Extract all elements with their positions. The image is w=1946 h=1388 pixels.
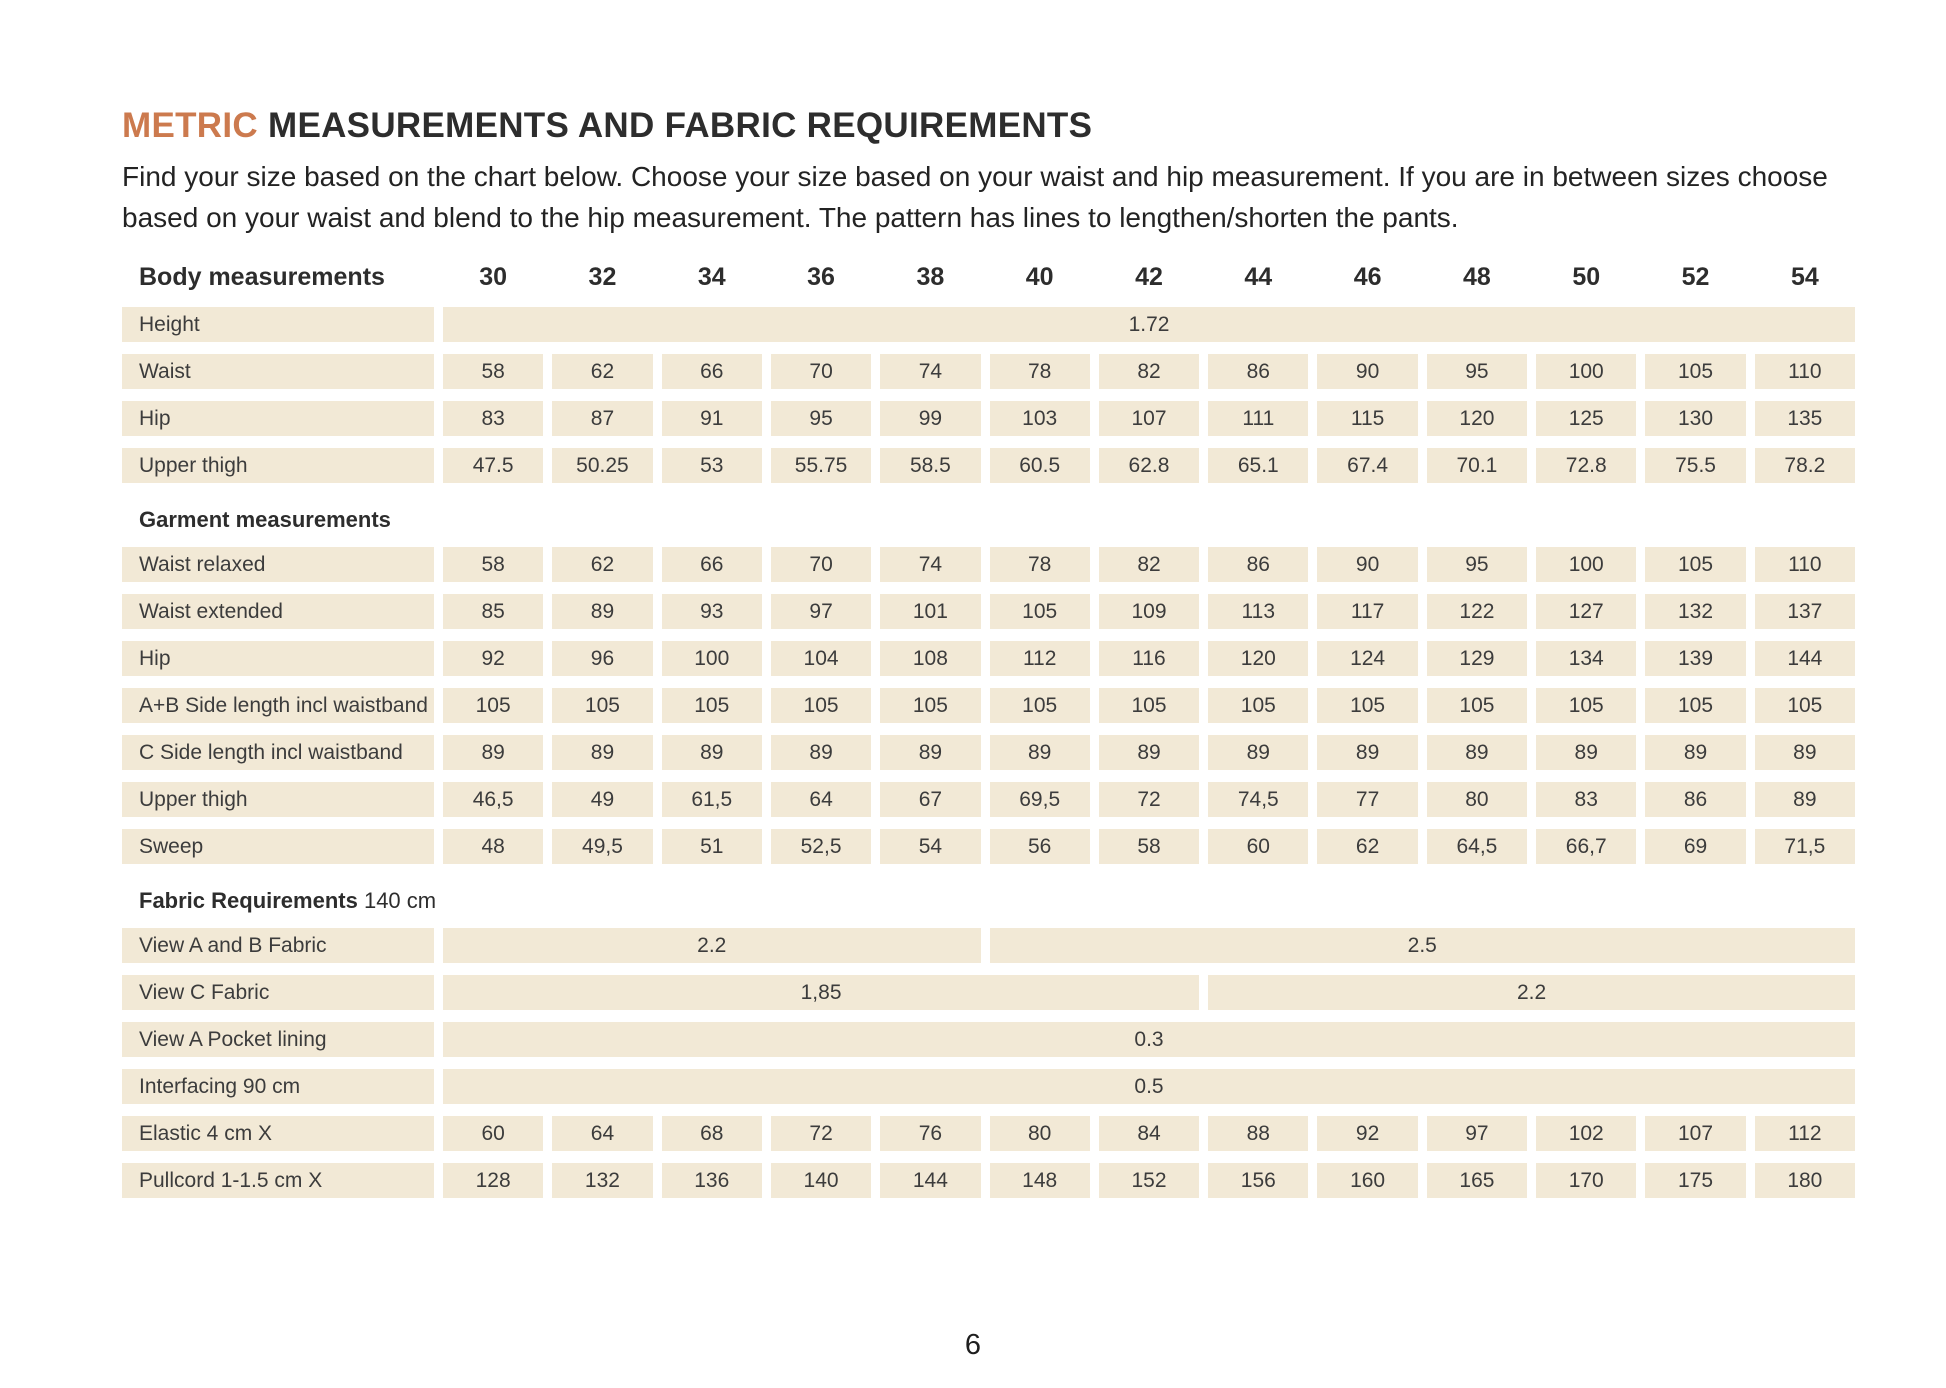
row-label: Waist <box>122 354 434 389</box>
table-cell: 66 <box>662 547 762 582</box>
size-column-header: 50 <box>1572 263 1601 291</box>
table-cell: 66 <box>662 354 762 389</box>
table-cell: 86 <box>1208 354 1308 389</box>
table-cell: 48 <box>443 829 543 864</box>
table-cell: 89 <box>1755 782 1855 817</box>
table-cell: 53 <box>662 448 762 483</box>
table-cell: 107 <box>1645 1116 1745 1151</box>
row-label: Upper thigh <box>122 448 434 483</box>
row-label: Hip <box>122 401 434 436</box>
table-cell: 130 <box>1645 401 1745 436</box>
section-heading <box>122 495 1855 535</box>
table-cell: 91 <box>662 401 762 436</box>
table-cell: 86 <box>1645 782 1745 817</box>
row-label: Waist relaxed <box>122 547 434 582</box>
page-number: 6 <box>964 1329 982 1361</box>
table-merged-cell: 1,85 <box>443 975 1199 1010</box>
table-cell: 50.25 <box>552 448 652 483</box>
table-cell: 58.5 <box>880 448 980 483</box>
table-cell: 175 <box>1645 1163 1745 1198</box>
table-cell: 165 <box>1427 1163 1527 1198</box>
table-cell: 89 <box>552 594 652 629</box>
table-cell: 109 <box>1099 594 1199 629</box>
table-cell: 105 <box>552 688 652 723</box>
table-cell: 96 <box>552 641 652 676</box>
table-cell: 110 <box>1755 354 1855 389</box>
intro-text: Find your size based on the chart below. Choose your size based on your waist and hip measurement. If you are in between sizes choose based on your waist and blend to the hip measurement. The pattern has lines to lengthen/shorten the pants. <box>122 161 1828 233</box>
table-cell: 89 <box>1536 735 1636 770</box>
table-cell: 54 <box>880 829 980 864</box>
table-cell: 88 <box>1208 1116 1308 1151</box>
table-cell: 101 <box>880 594 980 629</box>
table-cell: 105 <box>1645 688 1745 723</box>
table-cell: 74 <box>880 547 980 582</box>
table-cell: 95 <box>1427 354 1527 389</box>
table-cell: 95 <box>1427 547 1527 582</box>
measurement-table <box>122 260 1855 1198</box>
table-cell: 105 <box>880 688 980 723</box>
table-cell: 129 <box>1427 641 1527 676</box>
table-cell: 60 <box>443 1116 543 1151</box>
table-cell: 108 <box>880 641 980 676</box>
size-column-header: 40 <box>1025 263 1054 291</box>
table-cell: 64,5 <box>1427 829 1527 864</box>
table-cell: 85 <box>443 594 543 629</box>
table-cell: 76 <box>880 1116 980 1151</box>
table-cell: 89 <box>771 735 871 770</box>
table-cell: 100 <box>1536 547 1636 582</box>
table-cell: 86 <box>1208 547 1308 582</box>
size-column-header: 44 <box>1244 263 1273 291</box>
table-cell: 117 <box>1317 594 1417 629</box>
table-cell: 82 <box>1099 354 1199 389</box>
table-cell: 122 <box>1427 594 1527 629</box>
table-merged-cell: 1.72 <box>443 307 1855 342</box>
table-cell: 74,5 <box>1208 782 1308 817</box>
table-cell: 78 <box>990 547 1090 582</box>
table-cell: 110 <box>1755 547 1855 582</box>
page-title-accent: METRIC <box>122 106 258 145</box>
table-cell: 60.5 <box>990 448 1090 483</box>
row-label: Hip <box>122 641 434 676</box>
table-cell: 77 <box>1317 782 1417 817</box>
row-label: Sweep <box>122 829 434 864</box>
section-heading-bold: Fabric Requirements <box>139 888 358 913</box>
row-label: Pullcord 1-1.5 cm X <box>122 1163 434 1198</box>
table-merged-cell: 0.3 <box>443 1022 1855 1057</box>
table-cell: 89 <box>552 735 652 770</box>
row-label: View C Fabric <box>122 975 434 1010</box>
row-label: Elastic 4 cm X <box>122 1116 434 1151</box>
row-label: Height <box>122 307 434 342</box>
table-cell: 62.8 <box>1099 448 1199 483</box>
table-cell: 100 <box>662 641 762 676</box>
table-cell: 65.1 <box>1208 448 1308 483</box>
table-cell: 66,7 <box>1536 829 1636 864</box>
row-label: Waist extended <box>122 594 434 629</box>
table-cell: 89 <box>1427 735 1527 770</box>
table-cell: 72.8 <box>1536 448 1636 483</box>
table-cell: 72 <box>771 1116 871 1151</box>
table-cell: 67 <box>880 782 980 817</box>
table-cell: 87 <box>552 401 652 436</box>
table-cell: 136 <box>662 1163 762 1198</box>
table-cell: 83 <box>443 401 543 436</box>
table-cell: 80 <box>990 1116 1090 1151</box>
table-cell: 70 <box>771 547 871 582</box>
page-title-rest: MEASUREMENTS AND FABRIC REQUIREMENTS <box>257 106 1093 145</box>
table-cell: 46,5 <box>443 782 543 817</box>
row-label: Upper thigh <box>122 782 434 817</box>
size-column-header: 32 <box>588 263 617 291</box>
table-cell: 140 <box>771 1163 871 1198</box>
size-column-header: 46 <box>1353 263 1382 291</box>
table-cell: 61,5 <box>662 782 762 817</box>
table-merged-cell: 2.2 <box>1208 975 1855 1010</box>
table-merged-cell: 0.5 <box>443 1069 1855 1104</box>
page-title <box>122 106 1946 146</box>
table-cell: 115 <box>1317 401 1417 436</box>
table-cell: 74 <box>880 354 980 389</box>
table-cell: 132 <box>552 1163 652 1198</box>
table-cell: 84 <box>1099 1116 1199 1151</box>
table-cell: 67.4 <box>1317 448 1417 483</box>
table-cell: 105 <box>1208 688 1308 723</box>
table-cell: 132 <box>1645 594 1745 629</box>
table-cell: 80 <box>1427 782 1527 817</box>
table-cell: 78.2 <box>1755 448 1855 483</box>
table-merged-cell: 2.5 <box>990 928 1855 963</box>
table-cell: 78 <box>990 354 1090 389</box>
table-cell: 68 <box>662 1116 762 1151</box>
table-cell: 144 <box>1755 641 1855 676</box>
table-cell: 111 <box>1208 401 1308 436</box>
table-cell: 89 <box>1755 735 1855 770</box>
table-cell: 116 <box>1099 641 1199 676</box>
section-heading-rest: 140 cm <box>357 888 437 913</box>
table-cell: 97 <box>1427 1116 1527 1151</box>
table-cell: 105 <box>1099 688 1199 723</box>
row-label: View A and B Fabric <box>122 928 434 963</box>
table-cell: 156 <box>1208 1163 1308 1198</box>
table-cell: 89 <box>880 735 980 770</box>
table-cell: 134 <box>1536 641 1636 676</box>
table-cell: 89 <box>662 735 762 770</box>
table-cell: 127 <box>1536 594 1636 629</box>
table-cell: 105 <box>1427 688 1527 723</box>
size-column-header: 52 <box>1681 263 1710 291</box>
table-cell: 52,5 <box>771 829 871 864</box>
table-cell: 105 <box>443 688 543 723</box>
table-cell: 105 <box>1645 547 1745 582</box>
table-cell: 135 <box>1755 401 1855 436</box>
table-cell: 105 <box>1645 354 1745 389</box>
table-cell: 62 <box>552 354 652 389</box>
table-cell: 90 <box>1317 354 1417 389</box>
table-cell: 92 <box>1317 1116 1417 1151</box>
table-cell: 55.75 <box>771 448 871 483</box>
table-cell: 104 <box>771 641 871 676</box>
table-cell: 120 <box>1427 401 1527 436</box>
table-cell: 60 <box>1208 829 1308 864</box>
table-cell: 99 <box>880 401 980 436</box>
table-cell: 56 <box>990 829 1090 864</box>
table-cell: 103 <box>990 401 1090 436</box>
row-label: C Side length incl waistband <box>122 735 434 770</box>
table-cell: 128 <box>443 1163 543 1198</box>
table-cell: 137 <box>1755 594 1855 629</box>
size-column-header: 42 <box>1135 263 1163 291</box>
table-cell: 95 <box>771 401 871 436</box>
table-cell: 152 <box>1099 1163 1199 1198</box>
table-cell: 102 <box>1536 1116 1636 1151</box>
table-cell: 89 <box>443 735 543 770</box>
table-cell: 58 <box>443 354 543 389</box>
table-cell: 83 <box>1536 782 1636 817</box>
table-cell: 89 <box>1208 735 1308 770</box>
table-cell: 89 <box>990 735 1090 770</box>
table-cell: 49,5 <box>552 829 652 864</box>
size-column-header: 48 <box>1463 263 1491 291</box>
table-merged-cell: 2.2 <box>443 928 981 963</box>
table-cell: 93 <box>662 594 762 629</box>
table-cell: 69 <box>1645 829 1745 864</box>
table-cell: 112 <box>990 641 1090 676</box>
table-cell: 62 <box>552 547 652 582</box>
table-cell: 64 <box>771 782 871 817</box>
table-cell: 144 <box>880 1163 980 1198</box>
table-cell: 105 <box>662 688 762 723</box>
table-cell: 89 <box>1645 735 1745 770</box>
size-column-header: 54 <box>1790 263 1819 291</box>
table-cell: 70 <box>771 354 871 389</box>
table-cell: 112 <box>1755 1116 1855 1151</box>
table-cell: 64 <box>552 1116 652 1151</box>
table-cell: 160 <box>1317 1163 1417 1198</box>
table-cell: 92 <box>443 641 543 676</box>
table-cell: 47.5 <box>443 448 543 483</box>
table-cell: 105 <box>1755 688 1855 723</box>
table-cell: 72 <box>1099 782 1199 817</box>
table-cell: 51 <box>662 829 762 864</box>
table-cell: 148 <box>990 1163 1090 1198</box>
table-cell: 105 <box>990 594 1090 629</box>
table-cell: 62 <box>1317 829 1417 864</box>
section-heading-bold: Garment measurements <box>139 507 391 532</box>
table-cell: 105 <box>990 688 1090 723</box>
table-cell: 69,5 <box>990 782 1090 817</box>
table-cell: 105 <box>1317 688 1417 723</box>
table-cell: 125 <box>1536 401 1636 436</box>
table-cell: 71,5 <box>1755 829 1855 864</box>
table-cell: 105 <box>771 688 871 723</box>
table-cell: 90 <box>1317 547 1417 582</box>
table-cell: 113 <box>1208 594 1308 629</box>
section-heading <box>122 876 1855 916</box>
table-cell: 49 <box>552 782 652 817</box>
row-label: View A Pocket lining <box>122 1022 434 1057</box>
table-cell: 89 <box>1317 735 1417 770</box>
table-header-label: Body measurements <box>139 263 385 291</box>
table-cell: 58 <box>443 547 543 582</box>
table-cell: 97 <box>771 594 871 629</box>
table-cell: 70.1 <box>1427 448 1527 483</box>
row-label: Interfacing 90 cm <box>122 1069 434 1104</box>
table-cell: 107 <box>1099 401 1199 436</box>
table-cell: 139 <box>1645 641 1745 676</box>
table-cell: 100 <box>1536 354 1636 389</box>
table-cell: 75.5 <box>1645 448 1745 483</box>
size-column-header: 30 <box>479 263 508 291</box>
size-column-header: 38 <box>916 263 945 291</box>
table-cell: 180 <box>1755 1163 1855 1198</box>
row-label: A+B Side length incl waistband <box>122 688 434 723</box>
table-cell: 89 <box>1099 735 1199 770</box>
table-cell: 82 <box>1099 547 1199 582</box>
size-column-header: 34 <box>697 263 726 291</box>
table-cell: 124 <box>1317 641 1417 676</box>
table-cell: 105 <box>1536 688 1636 723</box>
table-cell: 170 <box>1536 1163 1636 1198</box>
size-column-header: 36 <box>807 263 835 291</box>
table-cell: 120 <box>1208 641 1308 676</box>
table-cell: 58 <box>1099 829 1199 864</box>
